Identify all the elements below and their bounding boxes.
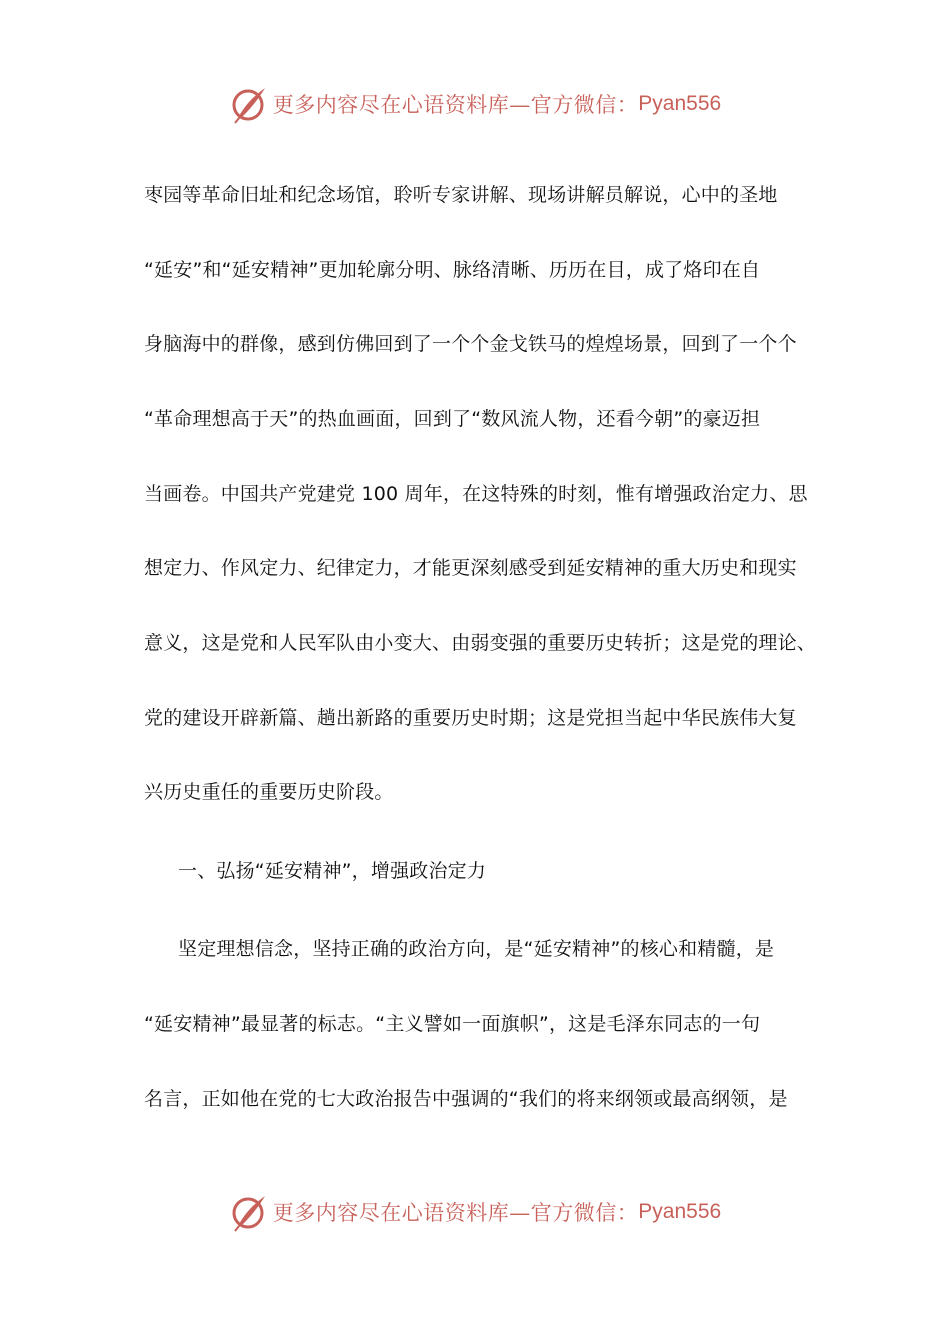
banner-text: 更多内容尽在心语资料库—官方微信： — [272, 1201, 639, 1225]
paragraph-line: 身脑海中的群像，感到仿佛回到了一个个金戈铁马的煌煌场景，回到了一个个 — [144, 333, 797, 355]
paragraph-line: “延安精神”最显著的标志。“主义譬如一面旗帜”，这是毛泽东同志的一句 — [144, 1013, 761, 1035]
footer-watermark-banner — [0, 1190, 950, 1234]
paragraph-line: “延安”和“延安精神”更加轮廓分明、脉络清晰、历历在目，成了烙印在自 — [144, 259, 761, 281]
paragraph-line: 党的建设开辟新篇、趟出新路的重要历史时期；这是党担当起中华民族伟大复 — [144, 707, 797, 729]
header-watermark-banner — [0, 82, 950, 126]
paragraph-line: 名言，正如他在党的七大政治报告中强调的“我们的将来纲领或最高纲领，是 — [144, 1088, 788, 1110]
paragraph-line: “革命理想高于天”的热血画面，回到了“数风流人物，还看今朝”的豪迈担 — [144, 408, 761, 430]
banner-wechat-handle: Pyan556 — [638, 92, 722, 115]
paragraph-line: 坚定理想信念，坚持正确的政治方向，是“延安精神”的核心和精髓，是 — [178, 938, 775, 960]
banner-wechat-handle: Pyan556 — [638, 1200, 722, 1223]
paragraph-line: 意义，这是党和人民军队由小变大、由弱变强的重要历史转折；这是党的理论、 — [144, 632, 817, 654]
quill-logo-icon — [229, 84, 269, 124]
paragraph-line: 当画卷。中国共产党建党 100 周年，在这特殊的时刻，惟有增强政治定力、思 — [144, 483, 808, 505]
quill-logo-icon — [229, 1192, 269, 1232]
paragraph-line: 兴历史重任的重要历史阶段。 — [144, 781, 394, 803]
section-heading: 一、弘扬“延安精神”，增强政治定力 — [178, 860, 487, 882]
banner-text: 更多内容尽在心语资料库—官方微信： — [272, 93, 639, 117]
paragraph-line: 枣园等革命旧址和纪念场馆，聆听专家讲解、现场讲解员解说，心中的圣地 — [144, 184, 778, 206]
paragraph-line: 想定力、作风定力、纪律定力，才能更深刻感受到延安精神的重大历史和现实 — [144, 557, 797, 579]
